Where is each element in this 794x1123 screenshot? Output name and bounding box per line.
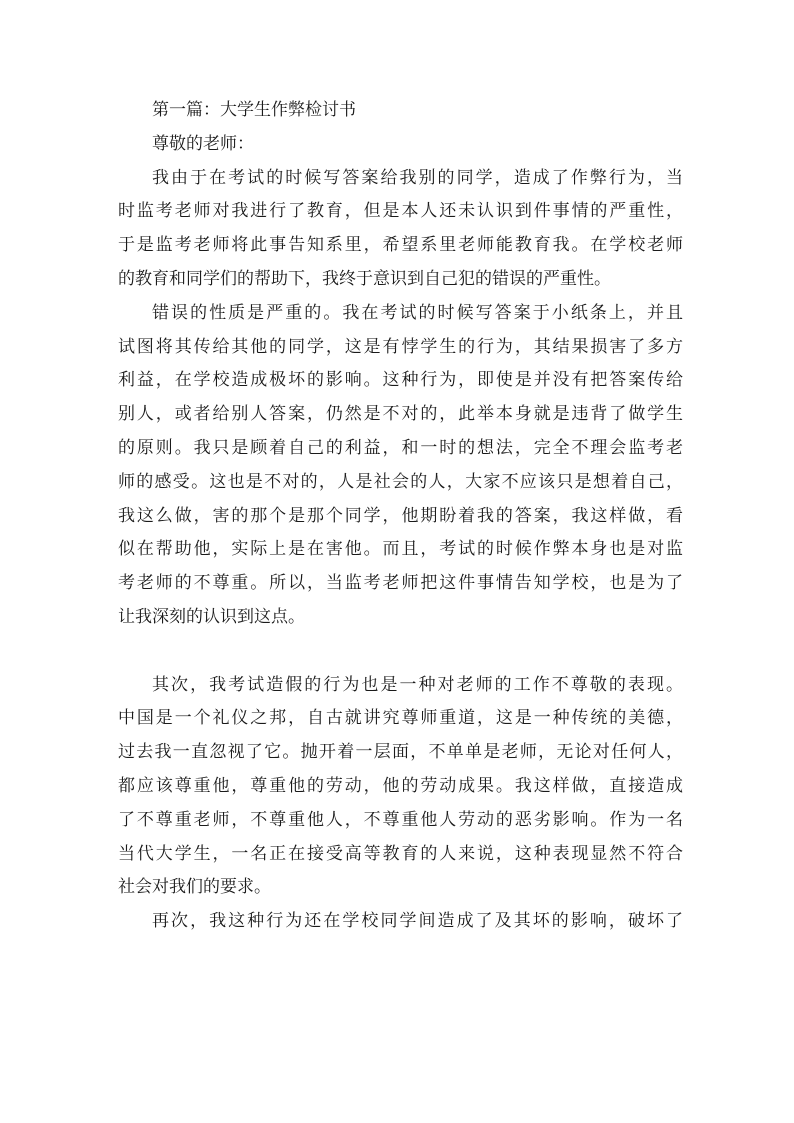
paragraph-2-line-1: 错误的性质是严重的。我在考试的时候写答案于小纸条上，并且 (152, 302, 683, 323)
salutation: 尊敬的老师： (152, 133, 254, 154)
document-title: 第一篇：大学生作弊检讨书 (152, 100, 356, 120)
paragraph-3-line-5: 了不尊重老师，不尊重他人，不尊重他人劳动的恶劣影响。作为一名 (118, 809, 683, 830)
paragraph-3-line-3: 过去我一直忽视了它。抛开着一层面，不单单是老师，无论对任何人， (118, 742, 683, 763)
paragraph-2-line-5: 的原则。我只是顾着自己的利益，和一时的想法，完全不理会监考老 (118, 437, 683, 458)
paragraph-3-line-7: 社会对我们的要求。 (118, 877, 271, 898)
paragraph-2-line-8: 似在帮助他，实际上是在害他。而且，考试的时候作弊本身也是对监 (118, 539, 683, 560)
paragraph-3-line-2: 中国是一个礼仪之邦，自古就讲究尊师重道，这是一种传统的美德， (118, 708, 683, 729)
document-body (118, 94, 683, 939)
paragraph-2-line-4: 别人，或者给别人答案，仍然是不对的，此举本身就是违背了做学生 (118, 404, 683, 425)
paragraph-1-line-3: 于是监考老师将此事告知系里，希望系里老师能教育我。在学校老师 (118, 235, 683, 256)
paragraph-4-line-1: 再次，我这种行为还在学校同学间造成了及其坏的影响，破坏了 (152, 911, 683, 932)
paragraph-2-line-6: 师的感受。这也是不对的，人是社会的人，大家不应该只是想着自己， (118, 471, 683, 492)
paragraph-1-line-1: 我由于在考试的时候写答案给我别的同学，造成了作弊行为，当 (152, 167, 683, 188)
paragraph-3-line-1: 其次，我考试造假的行为也是一种对老师的工作不尊敬的表现。 (152, 674, 683, 695)
paragraph-1-line-2: 时监考老师对我进行了教育，但是本人还未认识到件事情的严重性， (118, 201, 683, 222)
paragraph-3-line-4: 都应该尊重他，尊重他的劳动，他的劳动成果。我这样做，直接造成 (118, 775, 683, 796)
paragraph-1-line-4: 的教育和同学们的帮助下，我终于意识到自己犯的错误的严重性。 (118, 268, 611, 289)
paragraph-2-line-7: 我这么做，害的那个是那个同学，他期盼着我的答案，我这样做，看 (118, 505, 683, 526)
paragraph-3-line-6: 当代大学生，一名正在接受高等教育的人来说，这种表现显然不符合 (118, 843, 683, 864)
paragraph-2-line-3: 利益，在学校造成极坏的影响。这种行为，即使是并没有把答案传给 (118, 370, 683, 391)
paragraph-spacer (118, 635, 683, 669)
paragraph-2-line-2: 试图将其传给其他的同学，这是有悖学生的行为，其结果损害了多方 (118, 336, 683, 357)
paragraph-2-line-10: 让我深刻的认识到这点。 (118, 606, 305, 627)
paragraph-2-line-9: 考老师的不尊重。所以，当监考老师把这件事情告知学校，也是为了 (118, 573, 683, 594)
